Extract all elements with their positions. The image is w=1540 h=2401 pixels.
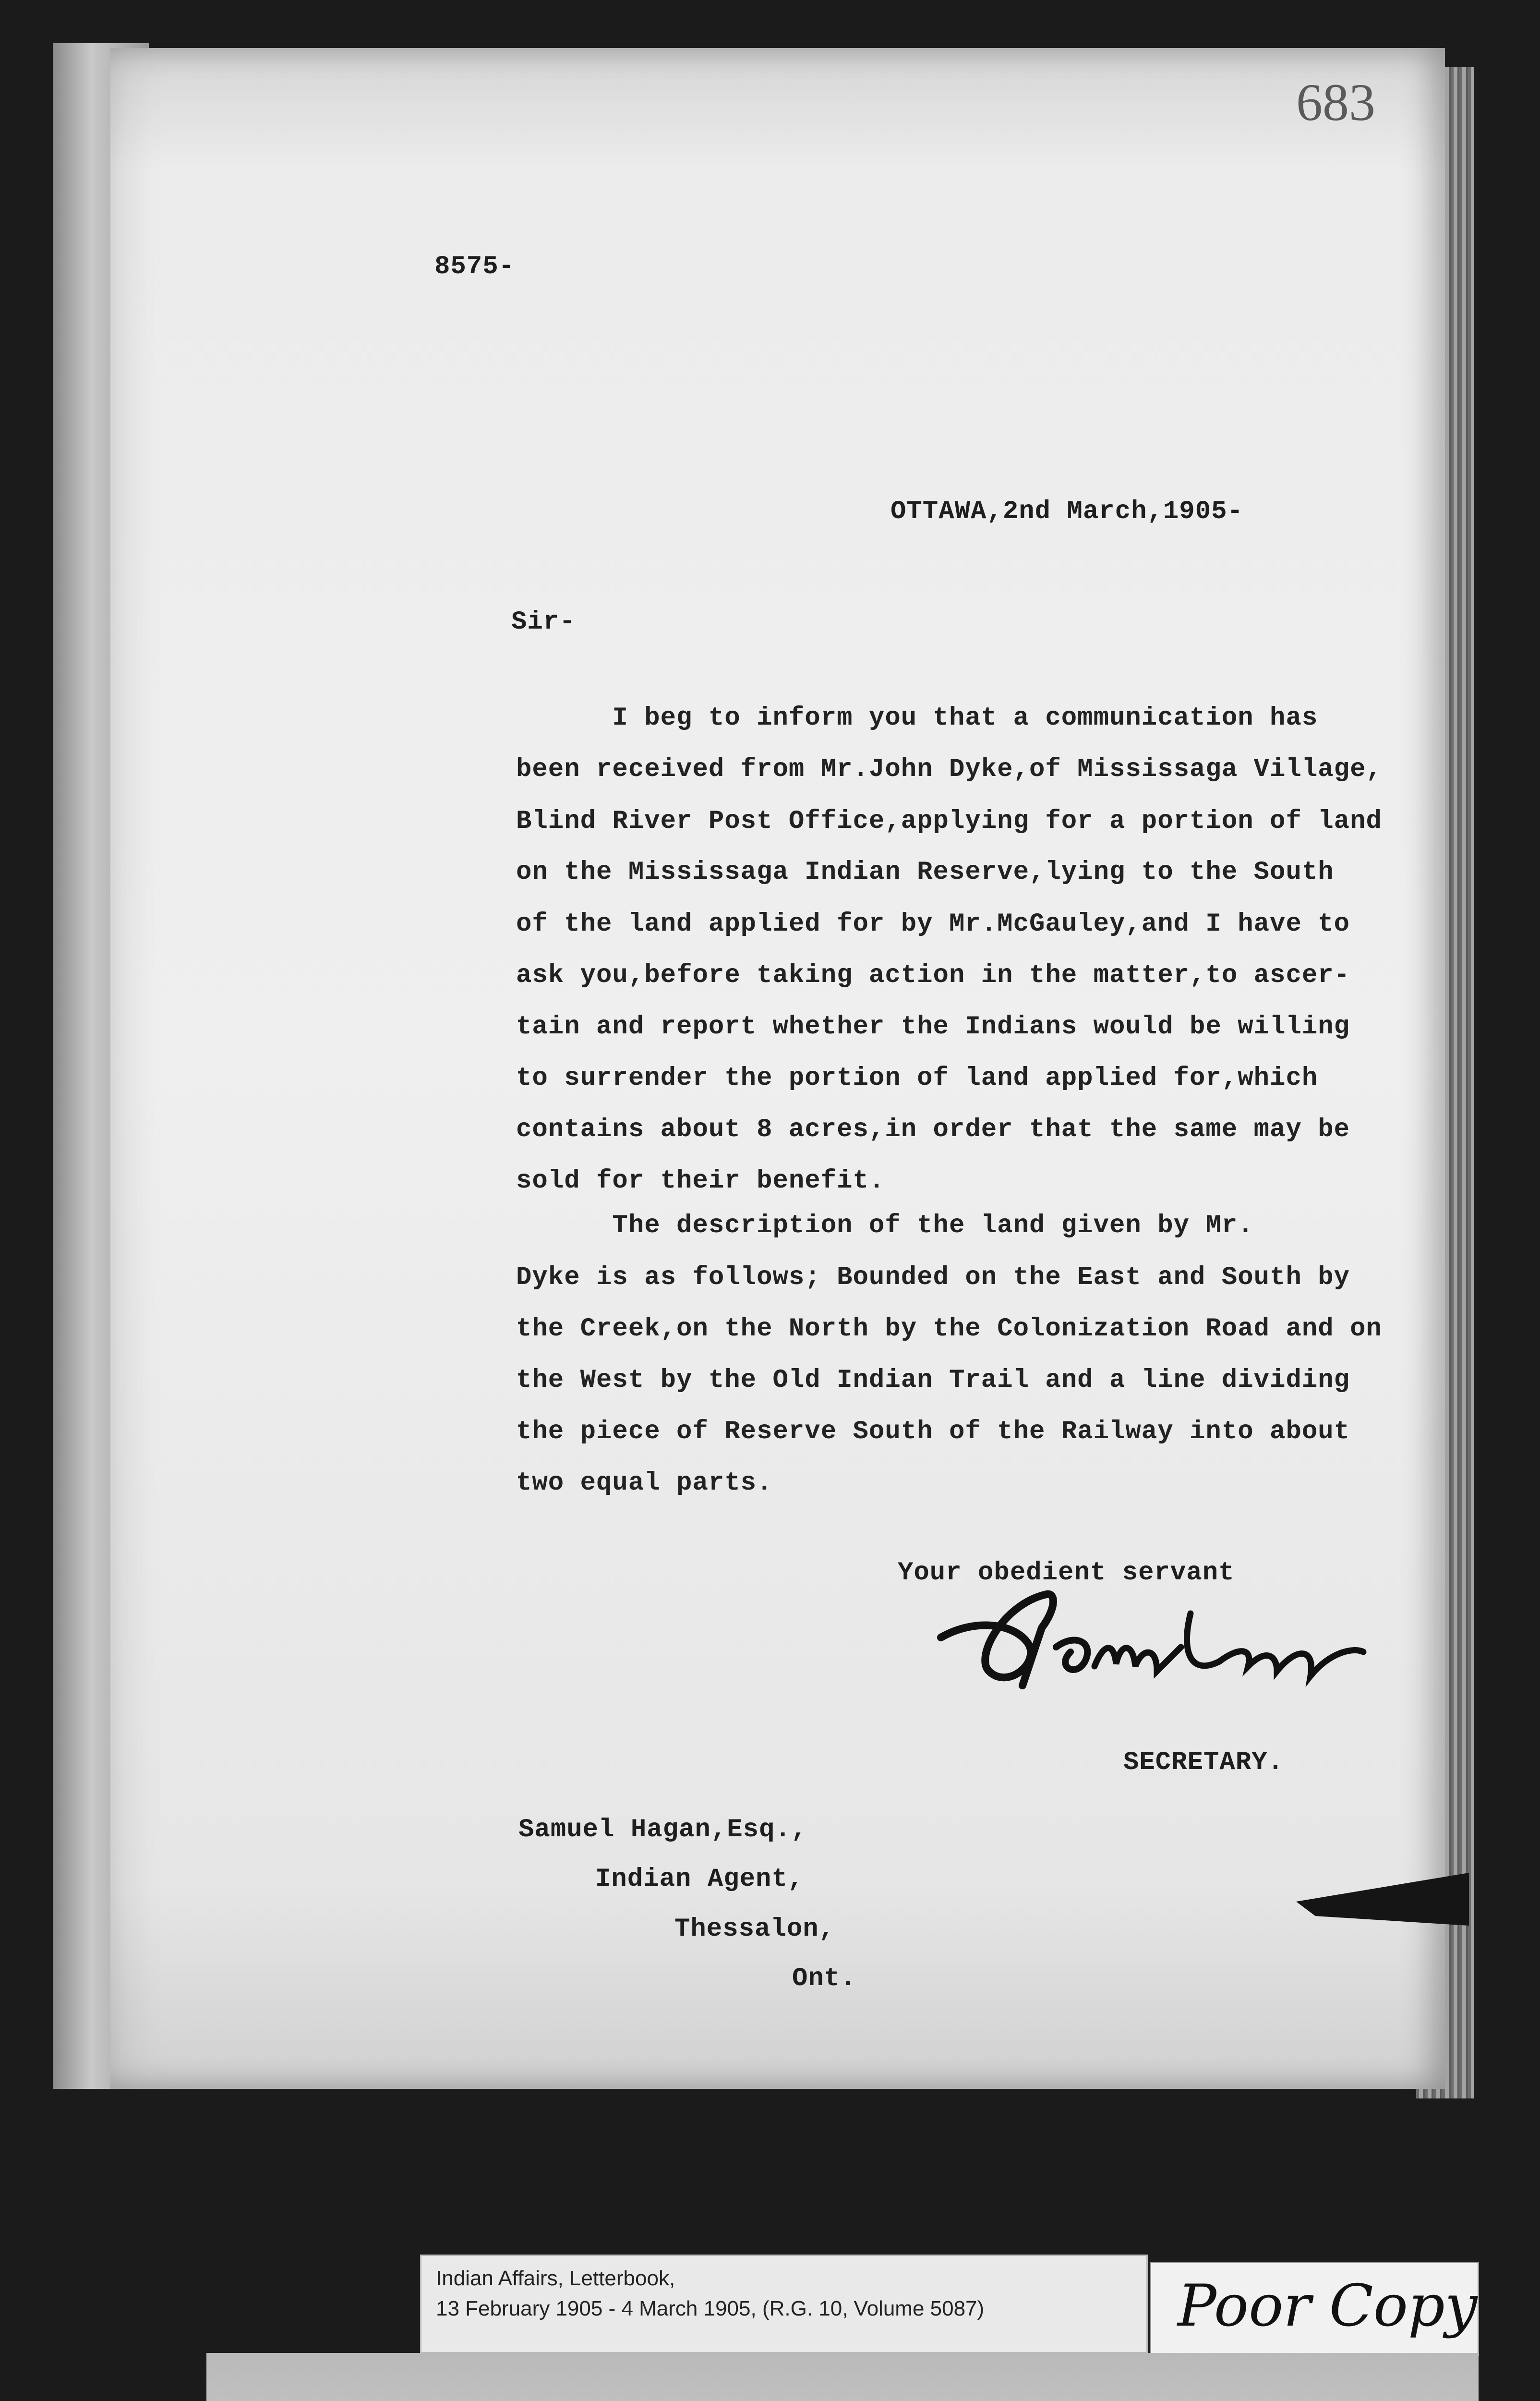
label-line: Indian Affairs, Letterbook, xyxy=(436,2267,675,2290)
archive-reference-label xyxy=(420,2255,1148,2353)
body-line: Blind River Post Office,applying for a portion of land xyxy=(516,807,1382,836)
archives-stamp xyxy=(206,2353,1479,2401)
body-line: contains about 8 acres,in order that the same may be xyxy=(516,1115,1350,1144)
body-line: been received from Mr.John Dyke,of Mississaga Village, xyxy=(516,755,1382,784)
poor-copy-text: Poor Copy xyxy=(1178,2273,1478,2340)
body-line: ask you,before taking action in the matter,to ascer- xyxy=(516,961,1350,990)
page-number: 683 xyxy=(1296,73,1375,132)
addressee-line: Indian Agent, xyxy=(595,1865,804,1894)
body-line: the West by the Old Indian Trail and a line dividing xyxy=(516,1366,1350,1395)
file-number: 8575- xyxy=(434,252,515,281)
body-line: the piece of Reserve South of the Railway into about xyxy=(516,1417,1350,1446)
body-line: of the land applied for by Mr.McGauley,and I have to xyxy=(516,909,1350,939)
label-line: 13 February 1905 - 4 March 1905, (R.G. 10, Volume 5087) xyxy=(436,2297,985,2320)
closing: Your obedient servant xyxy=(898,1558,1235,1588)
pointer-tab xyxy=(1296,1868,1469,1926)
body-line: The description of the land given by Mr. xyxy=(516,1211,1254,1240)
body-line: the Creek,on the North by the Colonization Road and on xyxy=(516,1314,1382,1344)
body-line: Dyke is as follows; Bounded on the East and South by xyxy=(516,1263,1350,1292)
body-line: I beg to inform you that a communication has xyxy=(516,703,1318,733)
handwritten-signature xyxy=(931,1575,1383,1729)
dateline: OTTAWA,2nd March,1905- xyxy=(890,497,1243,526)
body-line: on the Mississaga Indian Reserve,lying to the South xyxy=(516,858,1334,887)
salutation: Sir- xyxy=(511,607,576,637)
body-line: sold for their benefit. xyxy=(516,1166,885,1196)
body-line: two equal parts. xyxy=(516,1468,773,1498)
addressee-line: Ont. xyxy=(792,1964,856,1993)
addressee-line: Samuel Hagan,Esq., xyxy=(518,1815,807,1844)
signature-title: SECRETARY. xyxy=(1123,1748,1284,1777)
poor-copy-note xyxy=(1150,2262,1479,2356)
addressee-line: Thessalon, xyxy=(674,1915,835,1944)
body-line: to surrender the portion of land applied for,which xyxy=(516,1064,1318,1093)
body-line: tain and report whether the Indians would be willing xyxy=(516,1012,1350,1042)
